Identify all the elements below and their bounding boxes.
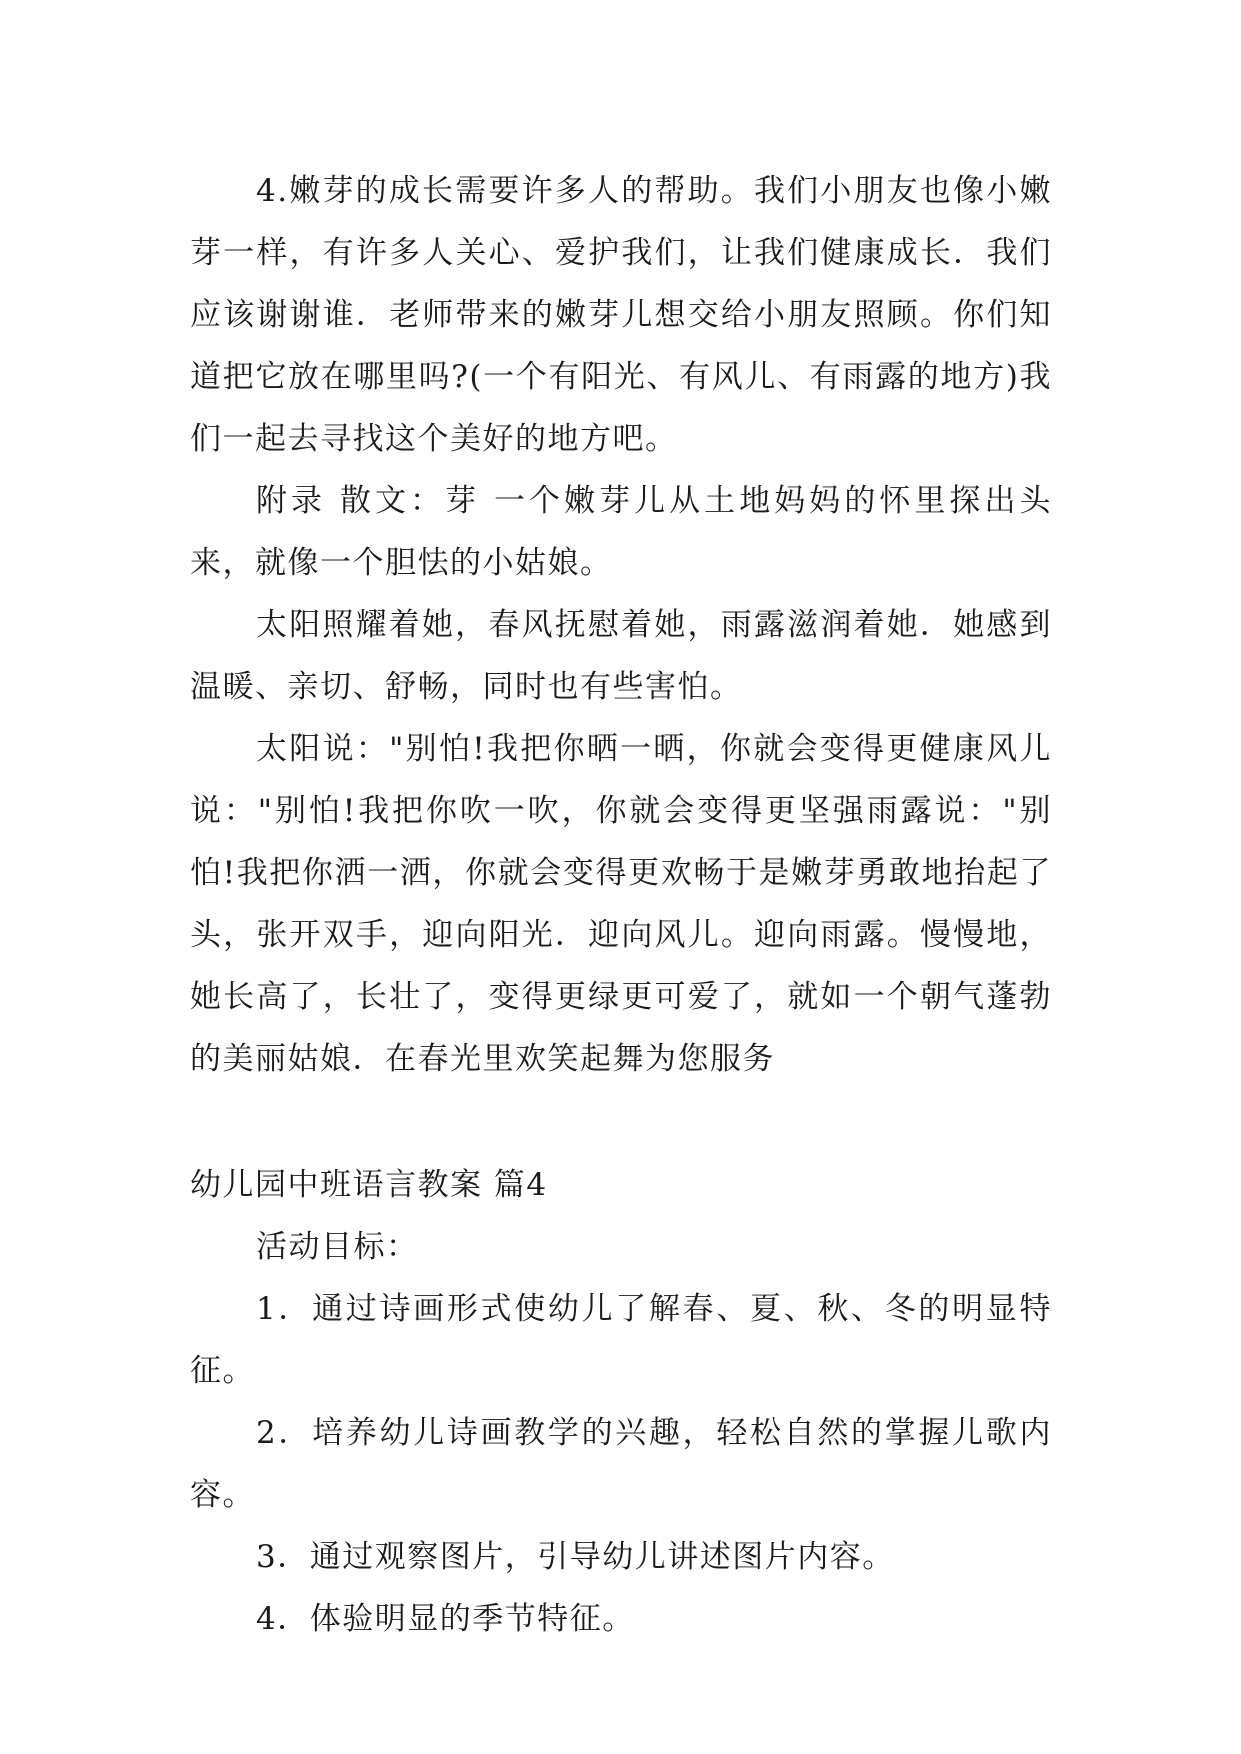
goal-item: 1．通过诗画形式使幼儿了解春、夏、秋、冬的明显特征。 xyxy=(190,1291,1052,1389)
paragraph-sun-wind-rain: 太阳照耀着她，春风抚慰着她，雨露滋润着她．她感到温暖、亲切、舒畅，同时也有些害怕。 xyxy=(190,607,1052,705)
goals-list xyxy=(190,1278,1052,1650)
goals-label: 活动目标： xyxy=(256,1229,419,1265)
goal-item: 3．通过观察图片，引导幼儿讲述图片内容。 xyxy=(256,1539,895,1575)
goal-item: 4．体验明显的季节特征。 xyxy=(256,1601,635,1637)
paragraph-dialogue: 太阳说："别怕!我把你晒一晒，你就会变得更健康风儿说："别怕!我把你吹一吹，你就会变得更坚强雨露说："别怕!我把你洒一洒，你就会变得更欢畅于是嫩芽勇敢地抬起了头，张开双手，迎向阳光．迎向风儿。迎向雨露。慢慢地，她长高了，长壮了，变得更绿更可爱了，就如一个朝气蓬勃的美丽姑娘．在春光里欢笑起舞为您服务 xyxy=(190,731,1052,1077)
goal-item: 2．培养幼儿诗画教学的兴趣，轻松自然的掌握儿歌内容。 xyxy=(190,1415,1052,1513)
paragraph-appendix-prose: 附录 散文：芽 一个嫩芽儿从土地妈妈的怀里探出头来，就像一个胆怯的小姑娘。 xyxy=(190,483,1052,581)
document-page xyxy=(190,160,1052,1650)
paragraph-sprout-growth: 4.嫩芽的成长需要许多人的帮助。我们小朋友也像小嫩芽一样，有许多人关心、爱护我们，让我们健康成长．我们应该谢谢谁．老师带来的嫩芽儿想交给小朋友照顾。你们知道把它放在哪里吗?(一个有阳光、有风儿、有雨露的地方)我们一起去寻找这个美好的地方吧。 xyxy=(190,173,1052,457)
section-title: 幼儿园中班语言教案 篇4 xyxy=(190,1167,548,1203)
